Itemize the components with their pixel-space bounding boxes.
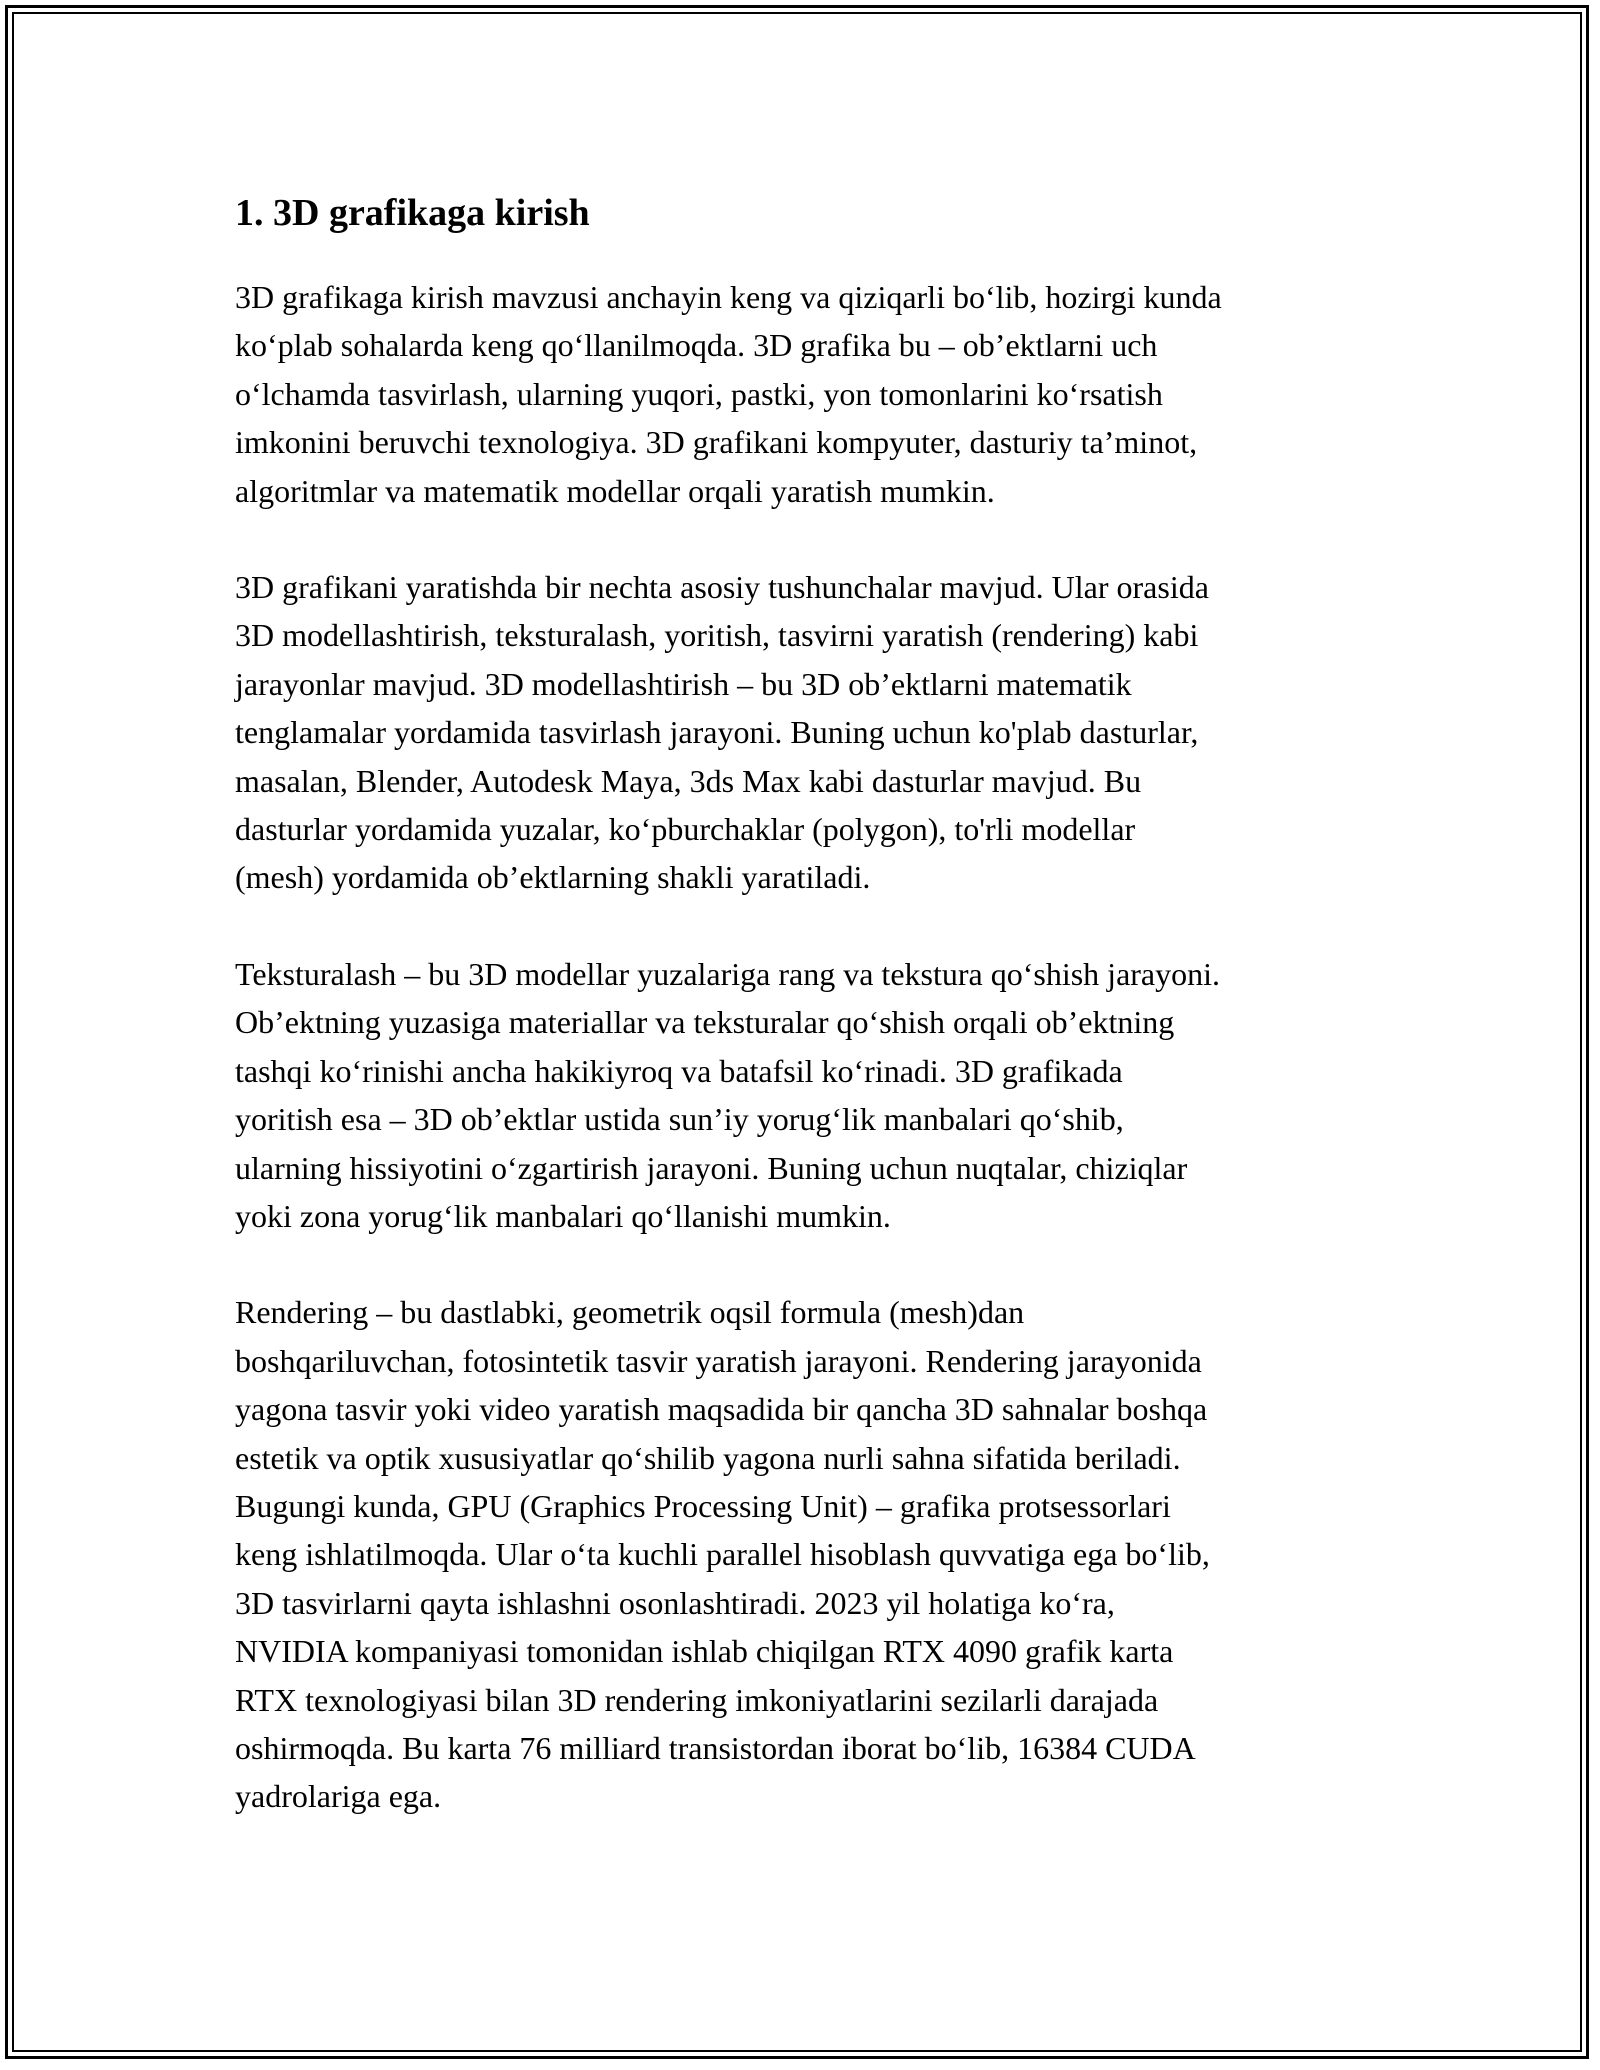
text-line: tenglamalar yordamida tasvirlash jarayoni. Buning uchun ko'plab dasturlar, (235, 714, 1199, 751)
text-line: ularning hissiyotini o‘zgartirish jarayoni. Buning uchun nuqtalar, chiziqlar (235, 1149, 1188, 1186)
document-body (235, 185, 1375, 1869)
text-line: 3D modellashtirish, teksturalash, yoritish, tasvirni yaratish (rendering) kabi (235, 617, 1199, 654)
text-line: oshirmoqda. Bu karta 76 milliard transistordan iborat bo‘lib, 16384 CUDA (235, 1729, 1196, 1766)
text-line: Teksturalash – bu 3D modellar yuzalariga rang va tekstura qo‘shish jarayoni. (235, 955, 1221, 992)
paragraph-modelling (235, 563, 1375, 902)
text-line: yoritish esa – 3D ob’ektlar ustida sun’iy yorug‘lik manbalari qo‘shib, (235, 1101, 1124, 1138)
text-line: RTX texnologiyasi bilan 3D rendering imkoniyatlarini sezilarli darajada (235, 1681, 1159, 1718)
text-line: ko‘plab sohalarda keng qo‘llanilmoqda. 3D grafika bu – ob’ektlarni uch (235, 327, 1158, 364)
text-line: jarayonlar mavjud. 3D modellashtirish – bu 3D ob’ektlarni matematik (235, 665, 1132, 702)
text-line: Rendering – bu dastlabki, geometrik oqsil formula (mesh)dan (235, 1294, 1025, 1331)
text-line: 3D grafikani yaratishda bir nechta asosiy tushunchalar mavjud. Ular orasida (235, 569, 1209, 606)
text-line: dasturlar yordamida yuzalar, ko‘pburchaklar (polygon), to'rli modellar (235, 811, 1136, 848)
text-line: keng ishlatilmoqda. Ular o‘ta kuchli parallel hisoblash quvvatiga ega bo‘lib, (235, 1536, 1210, 1573)
text-line: o‘lchamda tasvirlash, ularning yuqori, pastki, yon tomonlarini ko‘rsatish (235, 375, 1163, 412)
text-line: imkonini beruvchi texnologiya. 3D grafikani kompyuter, dasturiy ta’minot, (235, 424, 1198, 461)
text-line: masalan, Blender, Autodesk Maya, 3ds Max kabi dasturlar mavjud. Bu (235, 762, 1142, 799)
text-line: Bugungi kunda, GPU (Graphics Processing Unit) – grafika protsessorlari (235, 1487, 1171, 1524)
text-line: estetik va optik xususiyatlar qo‘shilib yagona nurli sahna sifatida beriladi. (235, 1439, 1181, 1476)
text-line: Ob’ektning yuzasiga materiallar va teksturalar qo‘shish orqali ob’ektning (235, 1004, 1175, 1041)
text-line: (mesh) yordamida ob’ektlarning shakli yaratiladi. (235, 859, 871, 896)
text-line: 3D grafikaga kirish mavzusi anchayin keng va qiziqarli bo‘lib, hozirgi kunda (235, 279, 1222, 315)
section-heading: 1. 3D grafikaga kirish (235, 192, 590, 234)
text-line: boshqariluvchan, fotosintetik tasvir yaratish jarayoni. Rendering jarayonida (235, 1342, 1202, 1379)
text-line: algoritmlar va matematik modellar orqali yaratish mumkin. (235, 472, 995, 509)
text-line: yadrolariga ega. (235, 1778, 442, 1815)
paragraph-texturing (235, 950, 1375, 1240)
paragraph-intro (235, 273, 1375, 515)
text-line: yoki zona yorug‘lik manbalari qo‘llanishi mumkin. (235, 1197, 891, 1234)
text-line: NVIDIA kompaniyasi tomonidan ishlab chiqilgan RTX 4090 grafik karta (235, 1633, 1174, 1670)
text-line: tashqi ko‘rinishi ancha hakikiyroq va batafsil ko‘rinadi. 3D grafikada (235, 1052, 1123, 1089)
paragraph-rendering (235, 1288, 1375, 1820)
text-line: 3D tasvirlarni qayta ishlashni osonlashtiradi. 2023 yil holatiga ko‘ra, (235, 1584, 1115, 1621)
text-line: yagona tasvir yoki video yaratish maqsadida bir qancha 3D sahnalar boshqa (235, 1391, 1208, 1428)
